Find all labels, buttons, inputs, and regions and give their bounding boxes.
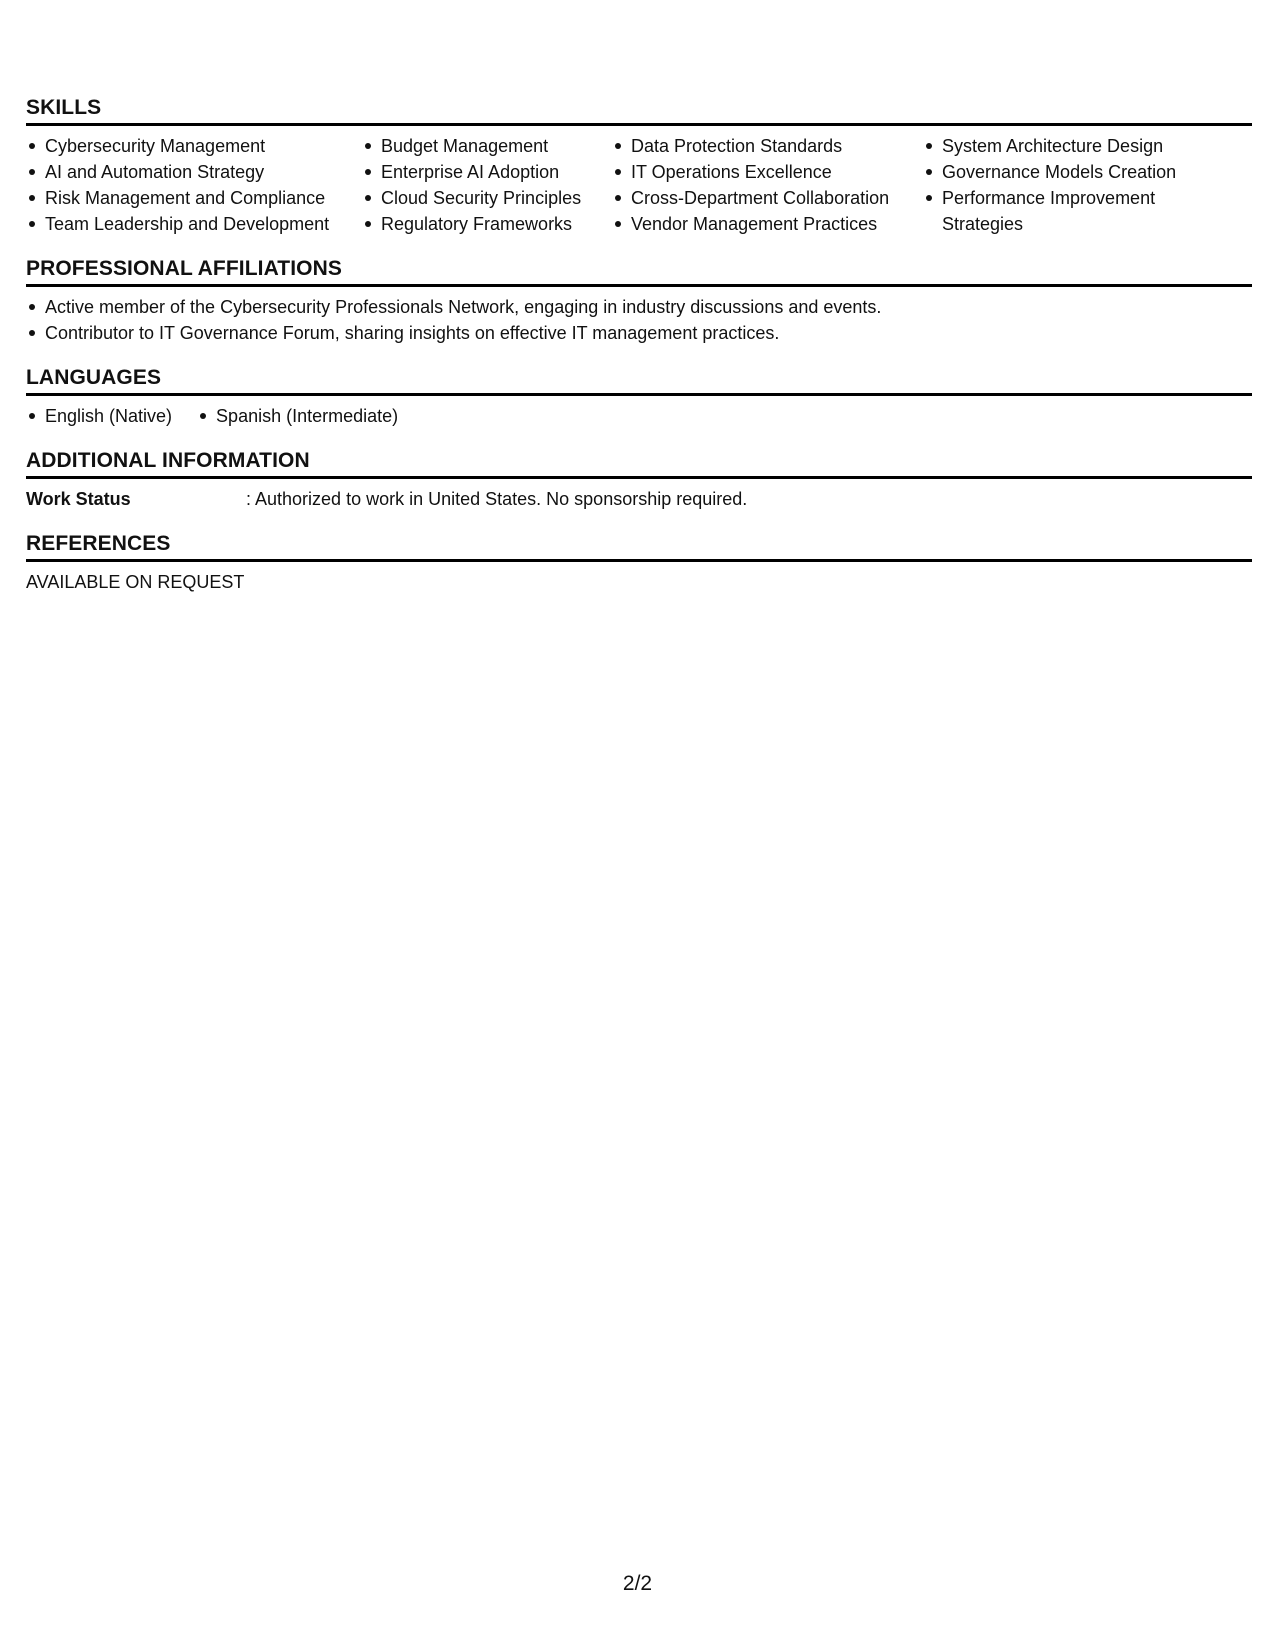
work-status-value: : Authorized to work in United States. No sponsorship required. [246,489,748,509]
references-text: AVAILABLE ON REQUEST [26,572,245,592]
additional-info-section [26,449,1252,512]
skill-item: Governance Models Creation [923,159,1223,185]
skills-grid [26,126,1252,237]
section-title-references: REFERENCES [26,532,1252,562]
skill-item: Enterprise AI Adoption [362,159,612,185]
work-status-row [26,479,1252,512]
language-item: Spanish (Intermediate) [197,403,398,429]
skill-item: Cross-Department Collaboration [612,185,923,211]
page-number: 2/2 [622,1572,653,1595]
skill-item: Performance Improvement Strategies [923,185,1223,237]
skills-column [362,133,612,237]
skill-item: Data Protection Standards [612,133,923,159]
skill-item: System Architecture Design [923,133,1223,159]
section-title-languages: LANGUAGES [26,366,1252,396]
references-section [26,532,1252,595]
skills-column [923,133,1223,237]
skill-item: AI and Automation Strategy [26,159,362,185]
skill-item: Vendor Management Practices [612,211,923,237]
skills-column [26,133,362,237]
skill-item: Cloud Security Principles [362,185,612,211]
skills-section [26,96,1252,237]
languages-list [26,396,1252,429]
skill-item: Risk Management and Compliance [26,185,362,211]
resume-page [26,96,1252,615]
skill-item: Regulatory Frameworks [362,211,612,237]
skill-item: Team Leadership and Development [26,211,362,237]
section-title-additional: ADDITIONAL INFORMATION [26,449,1252,479]
affiliations-list [26,287,1252,346]
affiliations-section [26,257,1252,346]
section-title-affiliations: PROFESSIONAL AFFILIATIONS [26,257,1252,287]
section-title-skills: SKILLS [26,96,1252,126]
skill-item: IT Operations Excellence [612,159,923,185]
work-status-label: Work Status [26,489,131,509]
affiliation-item: Contributor to IT Governance Forum, sharing insights on effective IT management practices. [26,320,1252,346]
skill-item: Cybersecurity Management [26,133,362,159]
skill-item: Budget Management [362,133,612,159]
language-item: English (Native) [26,403,172,429]
affiliation-item: Active member of the Cybersecurity Professionals Network, engaging in industry discussions and events. [26,294,1252,320]
languages-section [26,366,1252,429]
skills-column [612,133,923,237]
